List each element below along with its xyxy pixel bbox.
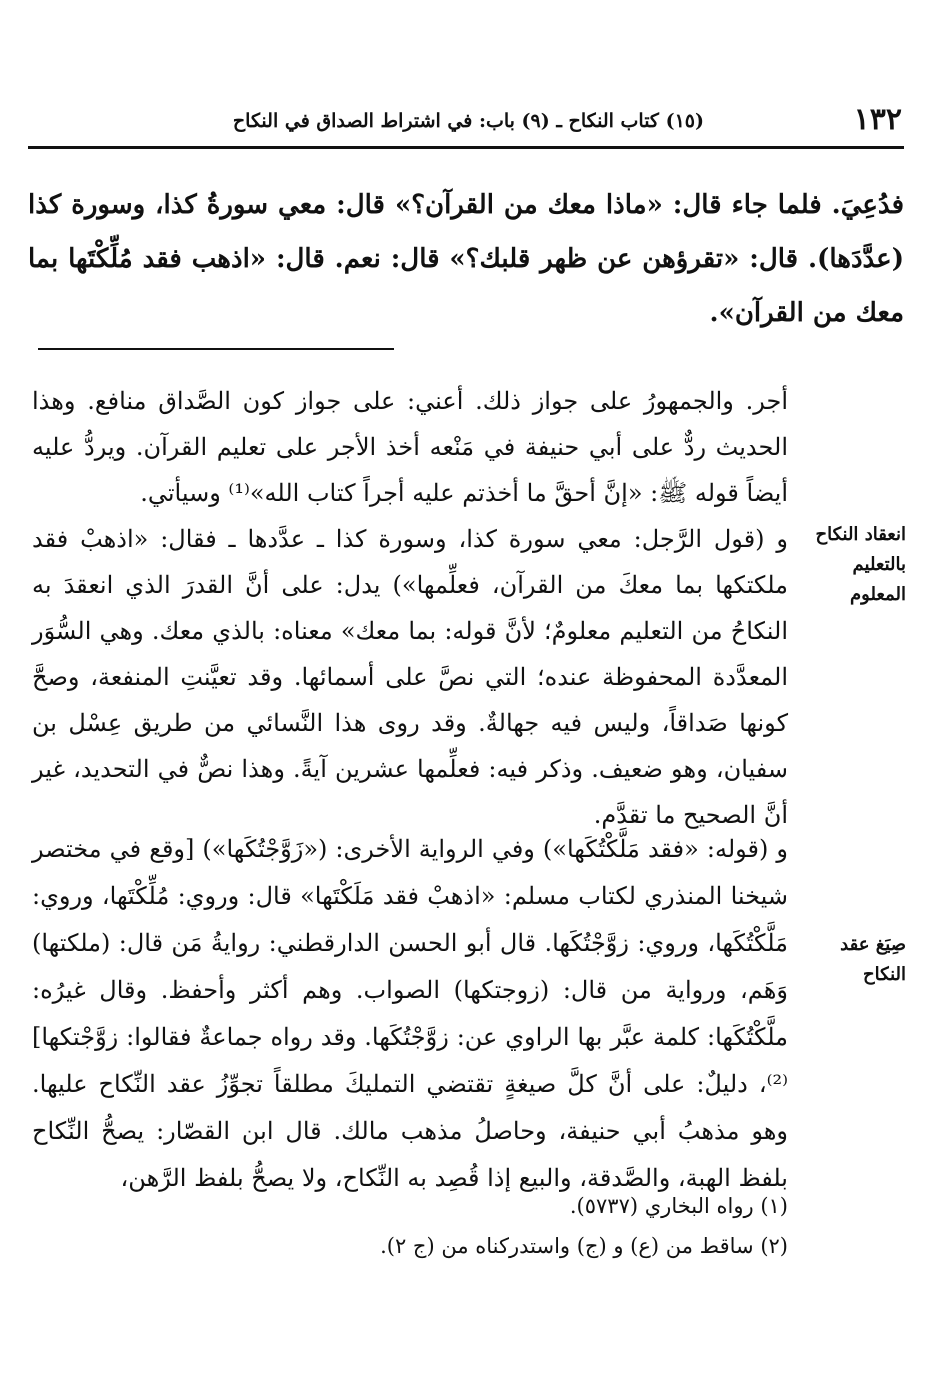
commentary-paragraph: و (قوله: «فقد مَلَّكْتُكَها») وفي الرواية الأخرى: («زَوَّجْتُكَها») [وقع في مختصر شيخنا المنذري لكتاب مسلم: «اذهبْ فقد مَلَكْتَها» قال: وروي: مُلِّكْتَها، وروي: مَلَّكْتُكَها، وروي: زوَّجْتُكَها. قال أبو الحسن الدارقطني: روايةُ مَن قال: (ملكتها) وَهَم، ورواية من قال: (زوجتكها) الصواب. وهم أكثر وأحفظ. وقال غيرُه: ملَّكْتُكَها: كلمة عبَّر بها الراوي عن: زوَّجْتُكَها. وقد رواه جماعةٌ فقالوا: زوَّجْتكها]⁽²⁾، دليلٌ: على أنَّ كلَّ صيغةٍ تقتضي التمليكَ مطلقاً تجوِّزُ عقد النِّكاح عليها. وهو مذهبُ أبي حنيفة، وحاصلُ مذهب مالك. قال ابن القصّار: يصحُّ النِّكاح بلفظ الهبة، والصَّدقة، والبيع إذا قُصِد به النِّكاح، ولا يصحُّ بلفظ الرَّهن، [32, 835, 788, 1192]
margin-heading: انعقاد النكاح بالتعليم المعلوم [815, 524, 906, 605]
margin-heading: صِيَغ عقد النكاح [840, 934, 906, 985]
footnote: (٢) ساقط من (ع) و (ج) واستدركناه من (ج ٢). [380, 1234, 788, 1258]
hadith-text: فدُعِيَ. فلما جاء قال: «ماذا معك من القرآن؟» قال: معي سورةُ كذا، وسورة كذا (عدَّدَها). قال: «تقرؤهن عن ظهر قلبك؟» قال: نعم. قال: «اذهب فقد مُلِّكْتَها بما معك من القرآن». [28, 190, 904, 328]
commentary-paragraph: و (قول الرَّجل: معي سورة كذا، وسورة كذا ـ عدَّدها ـ فقال: «اذهبْ فقد ملكتكها بما معكَ من القرآن، فعلِّمها») يدل: على أنَّ القدرَ الذي انعقدَ به النكاحُ من التعليم معلومٌ؛ لأنَّ قوله: بما معك» معناه: بالذي معك. وهي السُّوَر المعدَّدة المحفوظة عنده؛ التي نصَّ على أسمائها. وقد تعيَّنتِ المنفعة، وصحَّ كونها صَداقاً، وليس فيه جهالةٌ. وقد روى هذا النَّسائي من طريق عِسْل بن سفيان، وهو ضعيف. وذكر فيه: فعلِّمها عشرين آيةً. وهذا نصٌّ في التحديد، غير أنَّ الصحيح ما تقدَّم. [32, 525, 788, 829]
header-rule [28, 146, 904, 149]
separator-rule [38, 348, 394, 350]
footnote: (١) رواه البخاري (٥٧٣٧). [569, 1194, 788, 1218]
commentary-paragraph: أجر. والجمهورُ على جواز ذلك. أعني: على جواز كون الصَّداق منافع. وهذا الحديث ردٌّ على أبي حنيفة في مَنْعه أخذ الأجر على تعليم القرآن. ويردُّ عليه أيضاً قوله ﷺ: «إنَّ أحقَّ ما أخذتم عليه أجراً كتاب الله»⁽¹⁾ وسيأتي. [32, 387, 788, 507]
footnotes [32, 1186, 788, 1266]
page-header [28, 100, 906, 144]
page-number: ١٣٢ [853, 102, 902, 137]
running-title: (١٥) كتاب النكاح ـ (٩) باب: في اشتراط الصداق في النكاح [232, 110, 704, 132]
